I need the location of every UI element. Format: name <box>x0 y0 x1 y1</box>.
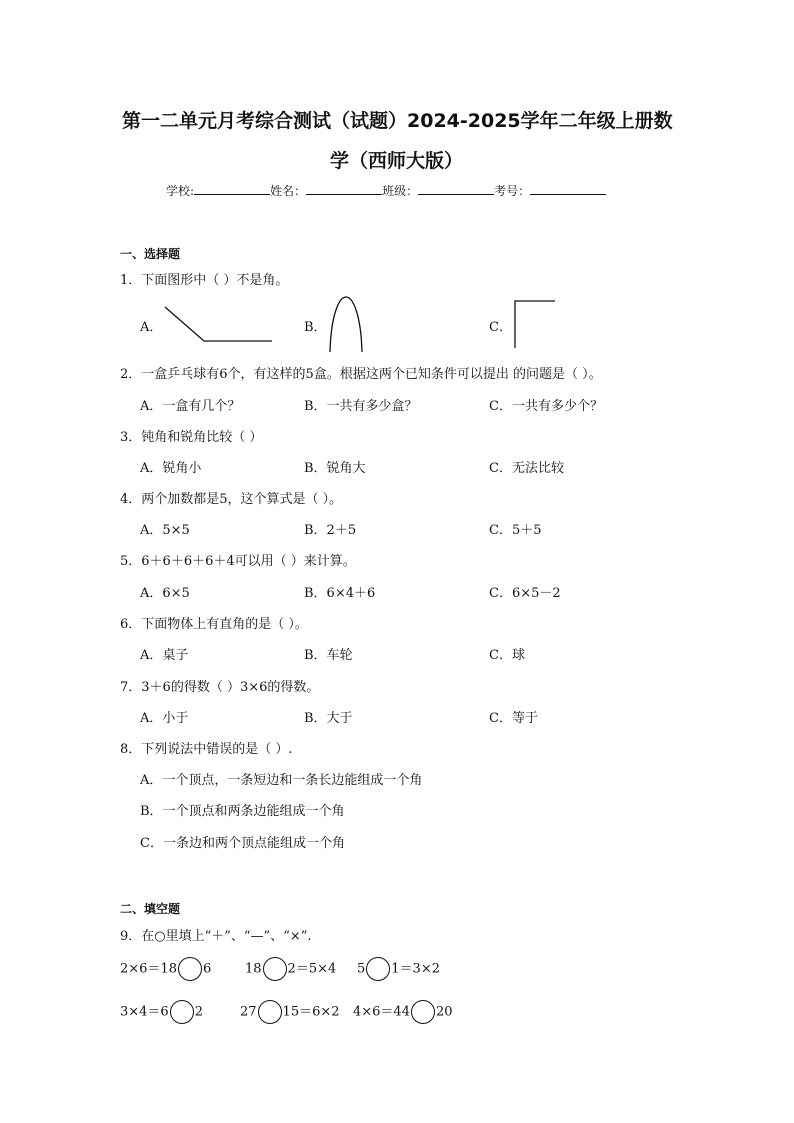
section-heading-choice: 一、选择题 <box>120 247 181 261</box>
question-7: 7．3＋6的得数（ ）3×6的得数。 <box>120 680 320 695</box>
q7-option-a: A．小于 <box>140 711 189 726</box>
q8-option-c: C．一条边和两个顶点能组成一个角 <box>140 836 345 851</box>
q2-option-c: C．一共有多少个？ <box>489 399 603 414</box>
school-blank[interactable] <box>194 182 270 195</box>
q9-item-6 <box>353 1000 453 1024</box>
q1-option-b: B． <box>304 320 327 335</box>
question-3: 3．钝角和锐角比较（ ） <box>120 430 263 445</box>
operator-circle[interactable] <box>178 957 202 981</box>
q5-option-c: C．6×5－2 <box>489 586 561 601</box>
q9-item-2-right: 2＝5×4 <box>287 961 337 977</box>
q9-item-6-left: 4×6＝44 <box>353 1004 410 1020</box>
q7-option-c: C．等于 <box>489 711 538 726</box>
q1-figure-b-curve <box>327 295 365 353</box>
q1-option-c: C． <box>489 320 512 335</box>
q9-item-3-right: 1＝3×2 <box>391 961 440 977</box>
page-title-line1: 第一二单元月考综合测试（试题）2024-2025学年二年级上册数 <box>122 110 673 132</box>
operator-circle[interactable] <box>258 1000 282 1024</box>
q3-option-c: C．无法比较 <box>489 461 564 476</box>
q9-item-1-left: 2×6＝18 <box>120 961 177 977</box>
q6-option-a: A．桌子 <box>140 648 189 663</box>
q9-item-4-right: 2 <box>194 1004 203 1020</box>
q4-option-a: A．5×5 <box>140 523 190 538</box>
q9-item-2 <box>245 957 336 981</box>
q5-option-b: B．6×4＋6 <box>304 586 376 601</box>
school-label: 学校: <box>166 184 195 198</box>
q9-item-5-left: 27 <box>240 1004 257 1020</box>
q1-figure-c-right-angle <box>512 298 558 350</box>
q9-item-6-right: 20 <box>435 1004 453 1020</box>
name-blank[interactable] <box>306 182 382 195</box>
q9-item-1-right: 6 <box>202 961 212 977</box>
q9-item-3-left: 5 <box>357 961 366 977</box>
section-heading-fill: 二、填空题 <box>120 902 181 916</box>
q9-item-4 <box>120 1000 203 1024</box>
operator-circle[interactable] <box>411 1000 435 1024</box>
class-blank[interactable] <box>418 182 494 195</box>
student-info-line <box>166 182 606 199</box>
question-9: 9．在○里填上“＋”、“—”、“×”. <box>120 929 312 944</box>
question-4: 4．两个加数都是5，这个算式是（ ）。 <box>120 492 343 507</box>
q5-option-a: A．6×5 <box>140 586 190 601</box>
q6-option-b: B．车轮 <box>304 648 353 663</box>
question-6: 6．下面物体上有直角的是（ ）。 <box>120 617 308 632</box>
q9-item-5 <box>240 1000 340 1024</box>
q4-option-c: C．5＋5 <box>489 523 542 538</box>
q9-item-3 <box>357 957 440 981</box>
q3-option-b: B．锐角大 <box>304 461 366 476</box>
question-5: 5．6＋6＋6＋6＋4可以用（ ）来计算。 <box>120 554 356 569</box>
q3-option-a: A．锐角小 <box>140 461 202 476</box>
q4-option-b: B．2＋5 <box>304 523 357 538</box>
q1-figure-a-open-angle <box>162 304 276 344</box>
q2-option-a: A．一盒有几个？ <box>140 399 241 414</box>
q2-option-b: B．一共有多少盒？ <box>304 399 418 414</box>
exam-no-label: 考号： <box>494 184 531 198</box>
operator-circle[interactable] <box>263 957 287 981</box>
question-8: 8．下列说法中错误的是（ ）. <box>120 742 293 757</box>
q7-option-b: B．大于 <box>304 711 353 726</box>
question-2: 2．一盒乒乓球有6个，有这样的5盒。根据这两个已知条件可以提出 的问题是（ ）。 <box>120 367 602 382</box>
question-1: 1．下面图形中（ ）不是角。 <box>120 273 289 288</box>
q1-option-a: A． <box>140 320 163 335</box>
exam-no-blank[interactable] <box>530 182 606 195</box>
class-label: 班级： <box>382 184 419 198</box>
operator-circle[interactable] <box>366 957 390 981</box>
q6-option-c: C．球 <box>489 648 525 663</box>
operator-circle[interactable] <box>170 1000 194 1024</box>
q9-item-5-right: 15＝6×2 <box>282 1004 340 1020</box>
name-label: 姓名： <box>270 184 307 198</box>
q9-item-2-left: 18 <box>245 961 262 977</box>
q9-item-1 <box>120 957 211 981</box>
q9-item-4-left: 3×4＝6 <box>120 1004 169 1020</box>
page-title-line2: 学（西师大版） <box>330 150 464 172</box>
q8-option-a: A．一个顶点，一条短边和一条长边能组成一个角 <box>140 773 423 788</box>
q8-option-b: B．一个顶点和两条边能组成一个角 <box>140 804 345 819</box>
